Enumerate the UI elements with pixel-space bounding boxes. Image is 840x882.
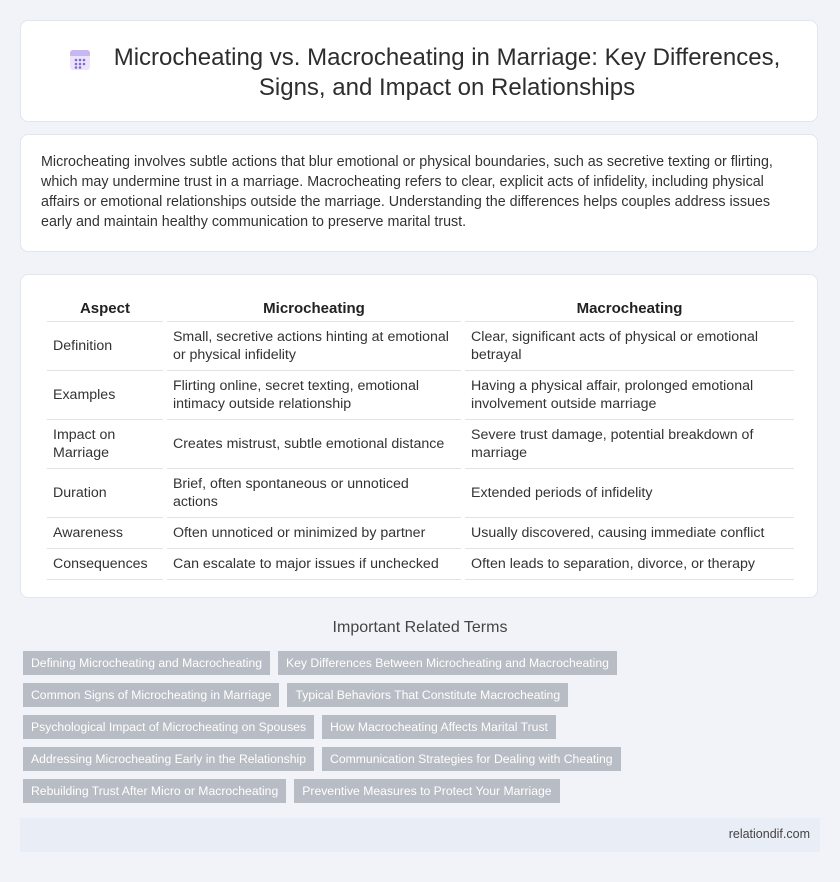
row-micro: Brief, often spontaneous or unnoticed actions	[167, 469, 461, 518]
row-macro: Clear, significant acts of physical or emotional betrayal	[465, 322, 794, 371]
row-micro: Often unnoticed or minimized by partner	[167, 518, 461, 549]
related-term-tag[interactable]: Typical Behaviors That Constitute Macrocheating	[287, 683, 568, 707]
comparison-table	[43, 295, 798, 580]
related-terms-list	[23, 651, 823, 811]
row-aspect: Impact on Marriage	[47, 420, 163, 469]
related-term-tag[interactable]: Preventive Measures to Protect Your Marriage	[294, 779, 559, 803]
summary-text: Microcheating involves subtle actions that blur emotional or physical boundaries, such as secretive texting or flirting, which may undermine trust in a marriage. Macrocheating refers to clear, explicit acts of infidelity, including physical affairs or emotional relationships outside the marriage. Understanding the differences helps couples address issues early and maintain healthy communication to preserve marital trust.	[41, 154, 773, 230]
row-aspect: Duration	[47, 469, 163, 518]
table-row	[47, 518, 794, 549]
row-aspect: Definition	[47, 322, 163, 371]
row-micro: Small, secretive actions hinting at emotional or physical infidelity	[167, 322, 461, 371]
table-row	[47, 549, 794, 580]
row-aspect: Awareness	[47, 518, 163, 549]
row-macro: Severe trust damage, potential breakdown of marriage	[465, 420, 794, 469]
page-title: Microcheating vs. Macrocheating in Marriage: Key Differences, Signs, and Impact on Relationships	[113, 44, 781, 101]
header-microcheating: Microcheating	[167, 295, 461, 322]
related-term-tag[interactable]: Rebuilding Trust After Micro or Macrocheating	[23, 779, 286, 803]
related-terms-heading: Important Related Terms	[332, 619, 508, 636]
related-term-tag[interactable]: Communication Strategies for Dealing with Cheating	[322, 747, 621, 771]
row-macro: Extended periods of infidelity	[465, 469, 794, 518]
table-row	[47, 469, 794, 518]
table-row	[47, 371, 794, 420]
related-term-tag[interactable]: Common Signs of Microcheating in Marriage	[23, 683, 279, 707]
row-macro: Usually discovered, causing immediate conflict	[465, 518, 794, 549]
related-term-tag[interactable]: Defining Microcheating and Macrocheating	[23, 651, 270, 675]
footer	[20, 818, 820, 852]
summary-card	[20, 134, 818, 252]
header-aspect: Aspect	[47, 295, 163, 322]
related-term-tag[interactable]: Key Differences Between Microcheating and Macrocheating	[278, 651, 617, 675]
comparison-card	[20, 274, 818, 598]
row-micro: Creates mistrust, subtle emotional distance	[167, 420, 461, 469]
row-aspect: Consequences	[47, 549, 163, 580]
row-micro: Flirting online, secret texting, emotional intimacy outside relationship	[167, 371, 461, 420]
title-card	[20, 20, 818, 122]
row-aspect: Examples	[47, 371, 163, 420]
related-term-tag[interactable]: Psychological Impact of Microcheating on Spouses	[23, 715, 314, 739]
related-term-tag[interactable]: How Macrocheating Affects Marital Trust	[322, 715, 556, 739]
row-macro: Often leads to separation, divorce, or therapy	[465, 549, 794, 580]
header-macrocheating: Macrocheating	[465, 295, 794, 322]
site-name[interactable]: relationdif.com	[728, 827, 810, 841]
row-micro: Can escalate to major issues if unchecked	[167, 549, 461, 580]
calendar-icon	[68, 48, 92, 72]
row-macro: Having a physical affair, prolonged emotional involvement outside marriage	[465, 371, 794, 420]
table-row	[47, 420, 794, 469]
table-row	[47, 322, 794, 371]
related-term-tag[interactable]: Addressing Microcheating Early in the Relationship	[23, 747, 314, 771]
table-header-row	[47, 295, 794, 322]
